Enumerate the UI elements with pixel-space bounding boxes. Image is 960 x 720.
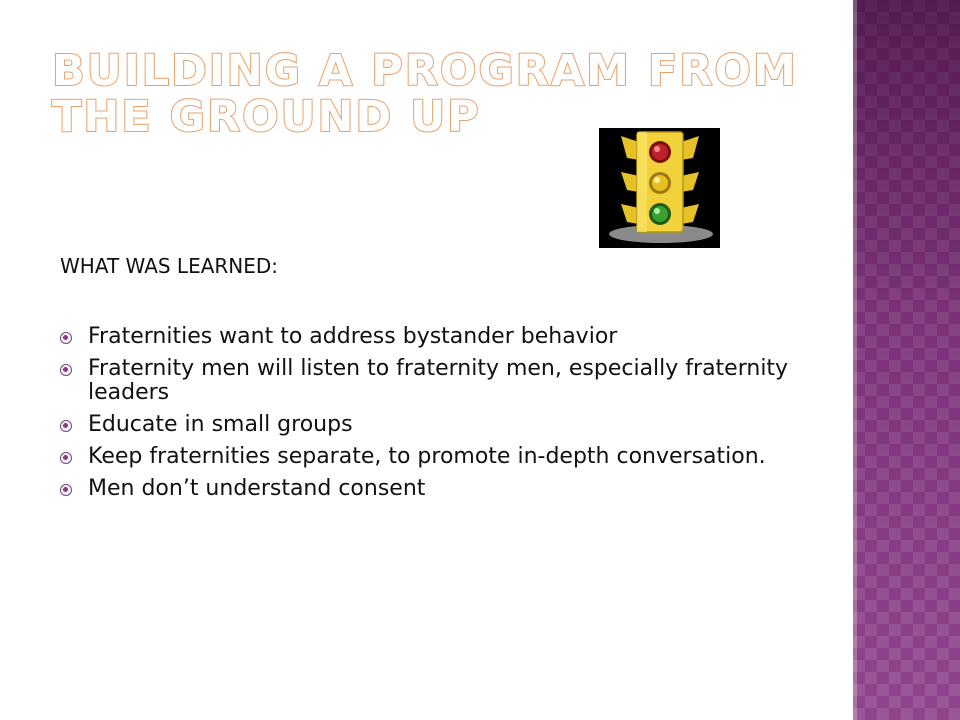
section-heading: WHAT WAS LEARNED: <box>60 254 279 278</box>
list-item <box>60 477 830 501</box>
bullet-text: Keep fraternities separate, to promote in-depth conversation. <box>88 444 766 469</box>
list-item <box>60 445 830 469</box>
bullet-icon <box>60 484 72 496</box>
bullet-icon <box>60 332 72 344</box>
bullet-text: Men don’t understand consent <box>88 476 426 501</box>
decorative-side-band <box>853 0 960 720</box>
bullet-icon <box>60 364 72 376</box>
bullet-text: Fraternity men will listen to fraternity men, especially fraternity leaders <box>88 356 789 405</box>
bullet-list <box>60 325 830 509</box>
bullet-icon <box>60 452 72 464</box>
list-item <box>60 357 830 405</box>
bullet-icon <box>60 420 72 432</box>
slide-title: BUILDING A PROGRAM FROM THE GROUND UP <box>52 46 798 142</box>
list-item <box>60 413 830 437</box>
bullet-text: Fraternities want to address bystander behavior <box>88 324 618 349</box>
list-item <box>60 325 830 349</box>
traffic-light-icon <box>599 128 720 248</box>
bullet-text: Educate in small groups <box>88 412 353 437</box>
